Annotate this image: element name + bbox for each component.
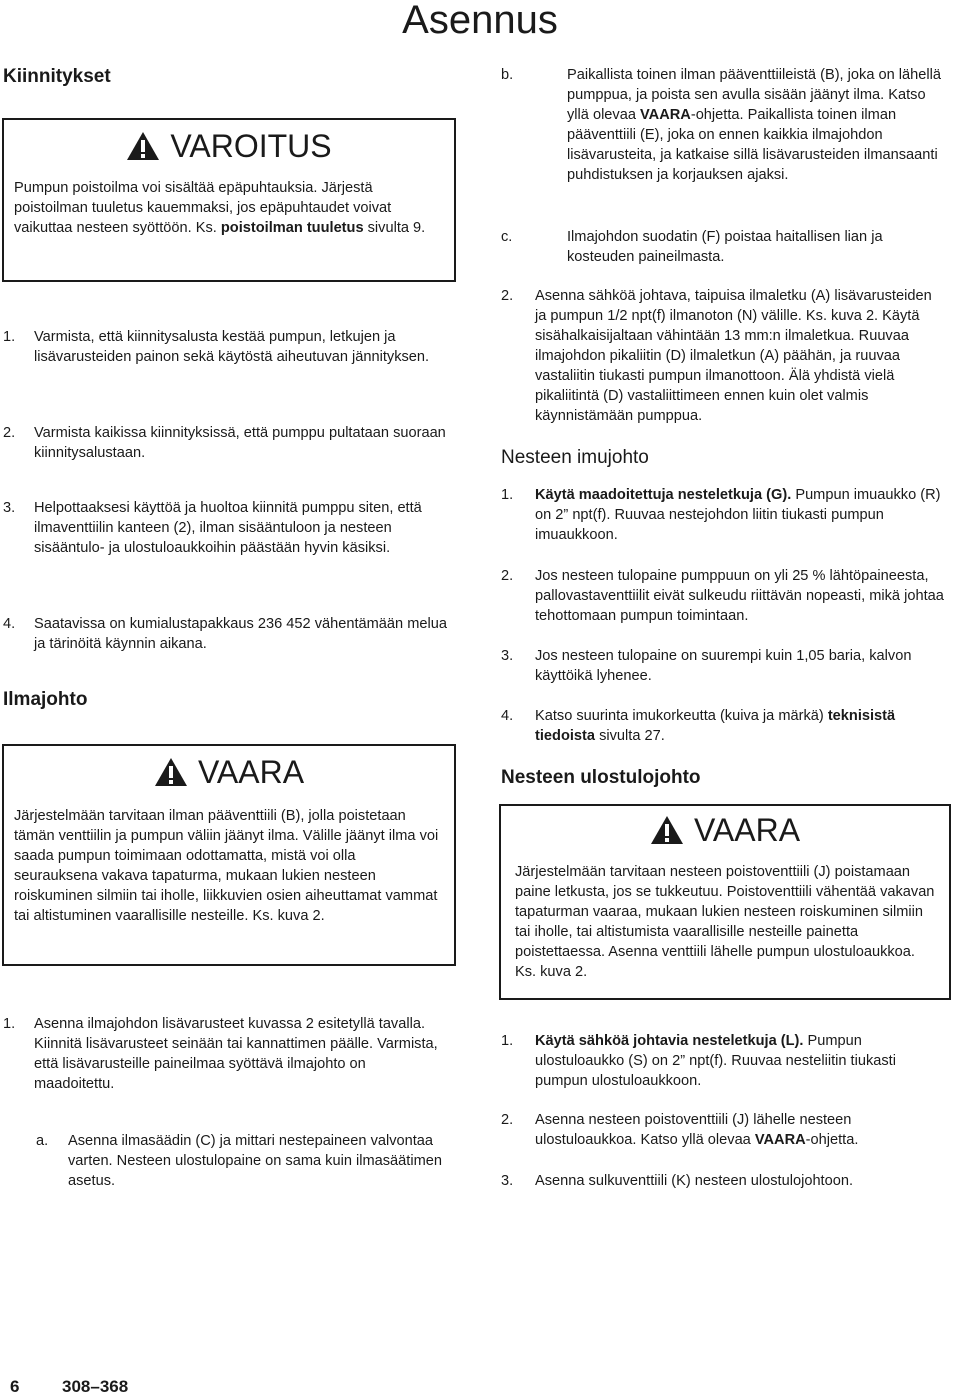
warning-title: VAROITUS [170,128,332,164]
warning-icon [126,131,160,161]
air-step-1b: b. Paikallista toinen ilman pääventtiileistä (B), joka on lähellä pumppua, ja poista sen avulla sisään jäänyt ilma. Katso yllä olevaa VAARA-ohjetta. Paikallista toinen ilman pääventtiili (E), joka on ennen kaikkia ilmajohdon lisävarusteita, ja katkaise sillä lisävarusteiden ilmansaanti puhdistuksen ja korjauksen ajaksi. [501,67,941,183]
danger-title: VAARA [197,754,305,790]
page-number: 6 [10,1377,20,1396]
mounting-step-4: 4. Saatavissa on kumialustapakkaus 236 452 vähentämään melua ja tärinöitä käynnin aikana. [3,616,447,652]
air-step-1c: c. Ilmajohdon suodatin (F) poistaa haitallisen lian ja kosteuden paineilmasta. [501,229,883,265]
warning-link: poistoilman tuuletus [220,220,364,236]
outlet-step-2: 2. Asenna nesteen poistoventtiili (J) lähelle nesteen ulostuloaukkoa. Katso yllä olevaa VAARA-ohjetta. [501,1112,859,1148]
outlet-step-1: 1. Käytä sähköä johtavia nesteletkuja (L). Pumpun ulostuloaukko (S) on 2” npt(f). Ruuvaa nesteliitin tiukasti pumpun ulostuloaukkoon. [501,1033,896,1089]
air-step-1a: a. Asenna ilmasäädin (C) ja mittari nestepaineen valvontaa varten. Nesteen ulostulopaine on sama kuin ilmasäätimen asetus. [36,1133,442,1189]
heading-mounting: Kiinnitykset [3,66,111,87]
air-step-2: 2. Asenna sähköä johtava, taipuisa ilmaletku (A) lisävarusteiden ja pumpun 1/2 npt(f) ilmanoton (N) välille. Ks. kuva 2. Käytä sisähalkaisijaltaan vähintään 13 mm:n ilmaletkua. Ruuvaa ilmajohdon pikaliitin (D) ilmaletkun (A) päähän, ja ruuvaa vastaliitin tiukasti pumpun ilmanottoon. Älä yhdistä vielä pikaliitintä (D) vastaliittimeen ennen kuin olet valmis käynnistämään pumppua. [501,288,932,424]
air-step-1: 1. Asenna ilmajohdon lisävarusteet kuvassa 2 esitetyllä tavalla. Kiinnitä lisävarusteet seinään tai kannattimen päälle. Varmista, että lisävarusteille paineilmaa syöttävä ilmajohto on maadoitettu. [3,1016,438,1092]
danger-box-outlet [499,804,951,1000]
warning-icon [650,815,684,845]
doc-number: 308–368 [62,1377,129,1396]
danger-text: Järjestelmään tarvitaan ilman pääventtiili (B), jolla poistetaan tämän venttiilin ja pumpun väliin jäänyt ilma. Välille jäänyt ilma voi saada pumpun toimimaan odottamatta, mistä voi olla seurauksena vakava tapaturma, mukaan lukien nesteen roiskuminen silmiin tai iholle, liikkuvien osien aiheuttamat vammat tai altistuminen vaarallisille nesteille. Ks. kuva 2. [14,808,439,924]
suction-step-4: 4. Katso suurinta imukorkeutta (kuiva ja märkä) teknisistä tiedoista sivulta 27. [501,708,896,744]
mounting-step-2: 2. Varmista kaikissa kiinnityksissä, että pumppu pultataan suoraan kiinnitysalustaan. [3,425,446,461]
mounting-step-3: 3. Helpottaaksesi käyttöä ja huoltoa kiinnitä pumppu siten, että ilmaventtiilin kanteen (2), ilman sisääntuloon ja nesteen sisääntulo- ja ulostuloaukkoihin päästään hyvin käsiksi. [3,500,422,556]
heading-suction: Nesteen imujohto [501,447,649,468]
danger-box-air [2,744,456,966]
mounting-step-1: 1. Varmista, että kiinnitysalusta kestää pumpun, letkujen ja lisävarusteiden painon sekä käytöstä aiheutuvan jännityksen. [3,329,430,365]
warning-text: Pumpun poistoilma voi sisältää epäpuhtauksia. Järjestä poistoilman tuuletus kauemmaksi, jos epäpuhtaudet voivat vaikuttaa nesteen syöttöön. Ks. poistoilman tuuletus sivulta 9. [14,180,426,236]
heading-outlet: Nesteen ulostulojohto [501,767,701,788]
outlet-step-3: 3. Asenna sulkuventtiili (K) nesteen ulostulojohtoon. [501,1173,854,1189]
page-title: Asennus [402,0,558,42]
warning-box [2,118,456,282]
suction-step-1: 1. Käytä maadoitettuja nesteletkuja (G). Pumpun imuaukko (R) on 2” npt(f). Ruuvaa nestejohdon liitin tiukasti pumpun imuaukkoon. [501,487,941,543]
warning-icon [154,757,188,787]
heading-air-line: Ilmajohto [3,689,88,710]
danger-title: VAARA [693,812,801,848]
suction-step-3: 3. Jos nesteen tulopaine on suurempi kuin 1,05 baria, kalvon käyttöikä lyhenee. [501,648,912,684]
suction-step-2: 2. Jos nesteen tulopaine pumppuun on yli 25 % lähtöpaineesta, pallovastaventtiilit eivät sulkeudu riittävän nopeasti, mikä johtaa tehottomaan pumpun toimintaan. [501,568,944,624]
danger-text: Järjestelmään tarvitaan nesteen poistoventtiili (J) poistamaan paine letkusta, jos se tukkeutuu. Poistoventtiili vähentää vakavan tapaturman vaaraa, mukaan lukien nesteen roiskuminen silmiin tai iholle, tai altistumista vaarallisille nesteille painetta poistettaessa. Asenna venttiili lähelle pumpun ulostuloaukkoa. Ks. kuva 2. [515,864,935,980]
